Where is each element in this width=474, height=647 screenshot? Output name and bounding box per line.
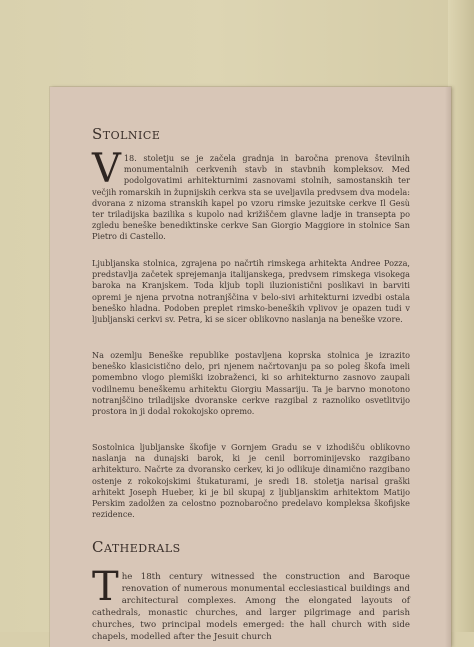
section-heading-stolnice: Stolnice <box>92 125 161 143</box>
paragraph-1 <box>92 146 410 243</box>
panel-shade <box>445 87 451 647</box>
section-heading-cathedrals: Cathedrals <box>92 538 181 556</box>
paragraph-1-text: 18. stoletju se je začela gradnja in baročna prenova številnih monumentalnih cerkvenih stavb in stavbnih kompleksov. Med podolgovatimi arhitekturnimi zasnovami stolnih, samostanskih ter večjih romarskih in župnijskih cerkva sta se uveljavila predvsem dva modela: dvorana z nizoma stranskih kapel po vzoru rimske jezuitske cerkve Il Gesù ter triladijska bazilika s kupolo nad križiščem glavne ladje in transepta po zgledu beneške benediktinske cerkve San Giorgio Maggiore in stolnice San Pietro di Castello. <box>92 153 410 242</box>
paragraph-english-1 <box>92 564 410 643</box>
dropcap-v: V <box>92 146 121 192</box>
dropcap-t: T <box>92 564 119 610</box>
paragraph-english-1-text: he 18th century witnessed the construction and Baroque renovation of numerous monumental ecclesiastical buildings and architectural complexes. Among the elongated layouts of cathedrals, monastic churches, and larger pilgrimage and parish churches, two principal models emerged: the hall church with side chapels, modelled after the Jesuit church <box>92 572 410 642</box>
paragraph-4: Sostolnica ljubljanske škofije v Gornjem Gradu se v izhodišču oblikovno naslanja na dunajski barok, ki je cenil borrominijevsko razgibano arhitekturo. Načrte za dvoransko cerkev, ki jo odlikuje dinamično razgibano ostenje z rokokojskimi štukaturami, je sredi 18. stoletja narisal graški arhitekt Joseph Hueber, ki je bil skupaj z ljubljanskim arhitektom Matijo Perskim zadolžen za celostno poznobaročno predelavo kompleksa škofijske rezidence. <box>92 442 410 520</box>
wall-edge <box>448 0 474 632</box>
paragraph-2: Ljubljanska stolnica, zgrajena po načrtih rimskega arhitekta Andree Pozza, predstavlja začetek sprejemanja italijanskega, predvsem rimskega visokega baroka na Kranjskem. Toda kljub topli iluzionistični poslikavi in barviti opremi je njena prvotna notranjščina v belo-sivi arhitekturni izvedbi ostala beneško hladna. Podoben preplet rimsko-beneških vplivov je opazen tudi v ljubljanski cerkvi sv. Petra, ki se sicer oblikovno naslanja na beneške vzore. <box>92 258 410 325</box>
info-panel <box>50 87 451 647</box>
paragraph-3: Na ozemlju Beneške republike postavljena koprska stolnica je izrazito beneško klasicistično delo, pri njenem načrtovanju pa so poleg škofa imeli pomembno vlogo plemiški izobraženci, ki so arhitekturno zasnovo zaupali vodilnemu beneškemu arhitektu Giorgiu Massariju. Ta je barvno monotono notranjščino triladijske dvoranske cerkve razgibal z raznoliko osvetlitvijo prostora in ji dodal rokokojsko opremo. <box>92 350 410 417</box>
